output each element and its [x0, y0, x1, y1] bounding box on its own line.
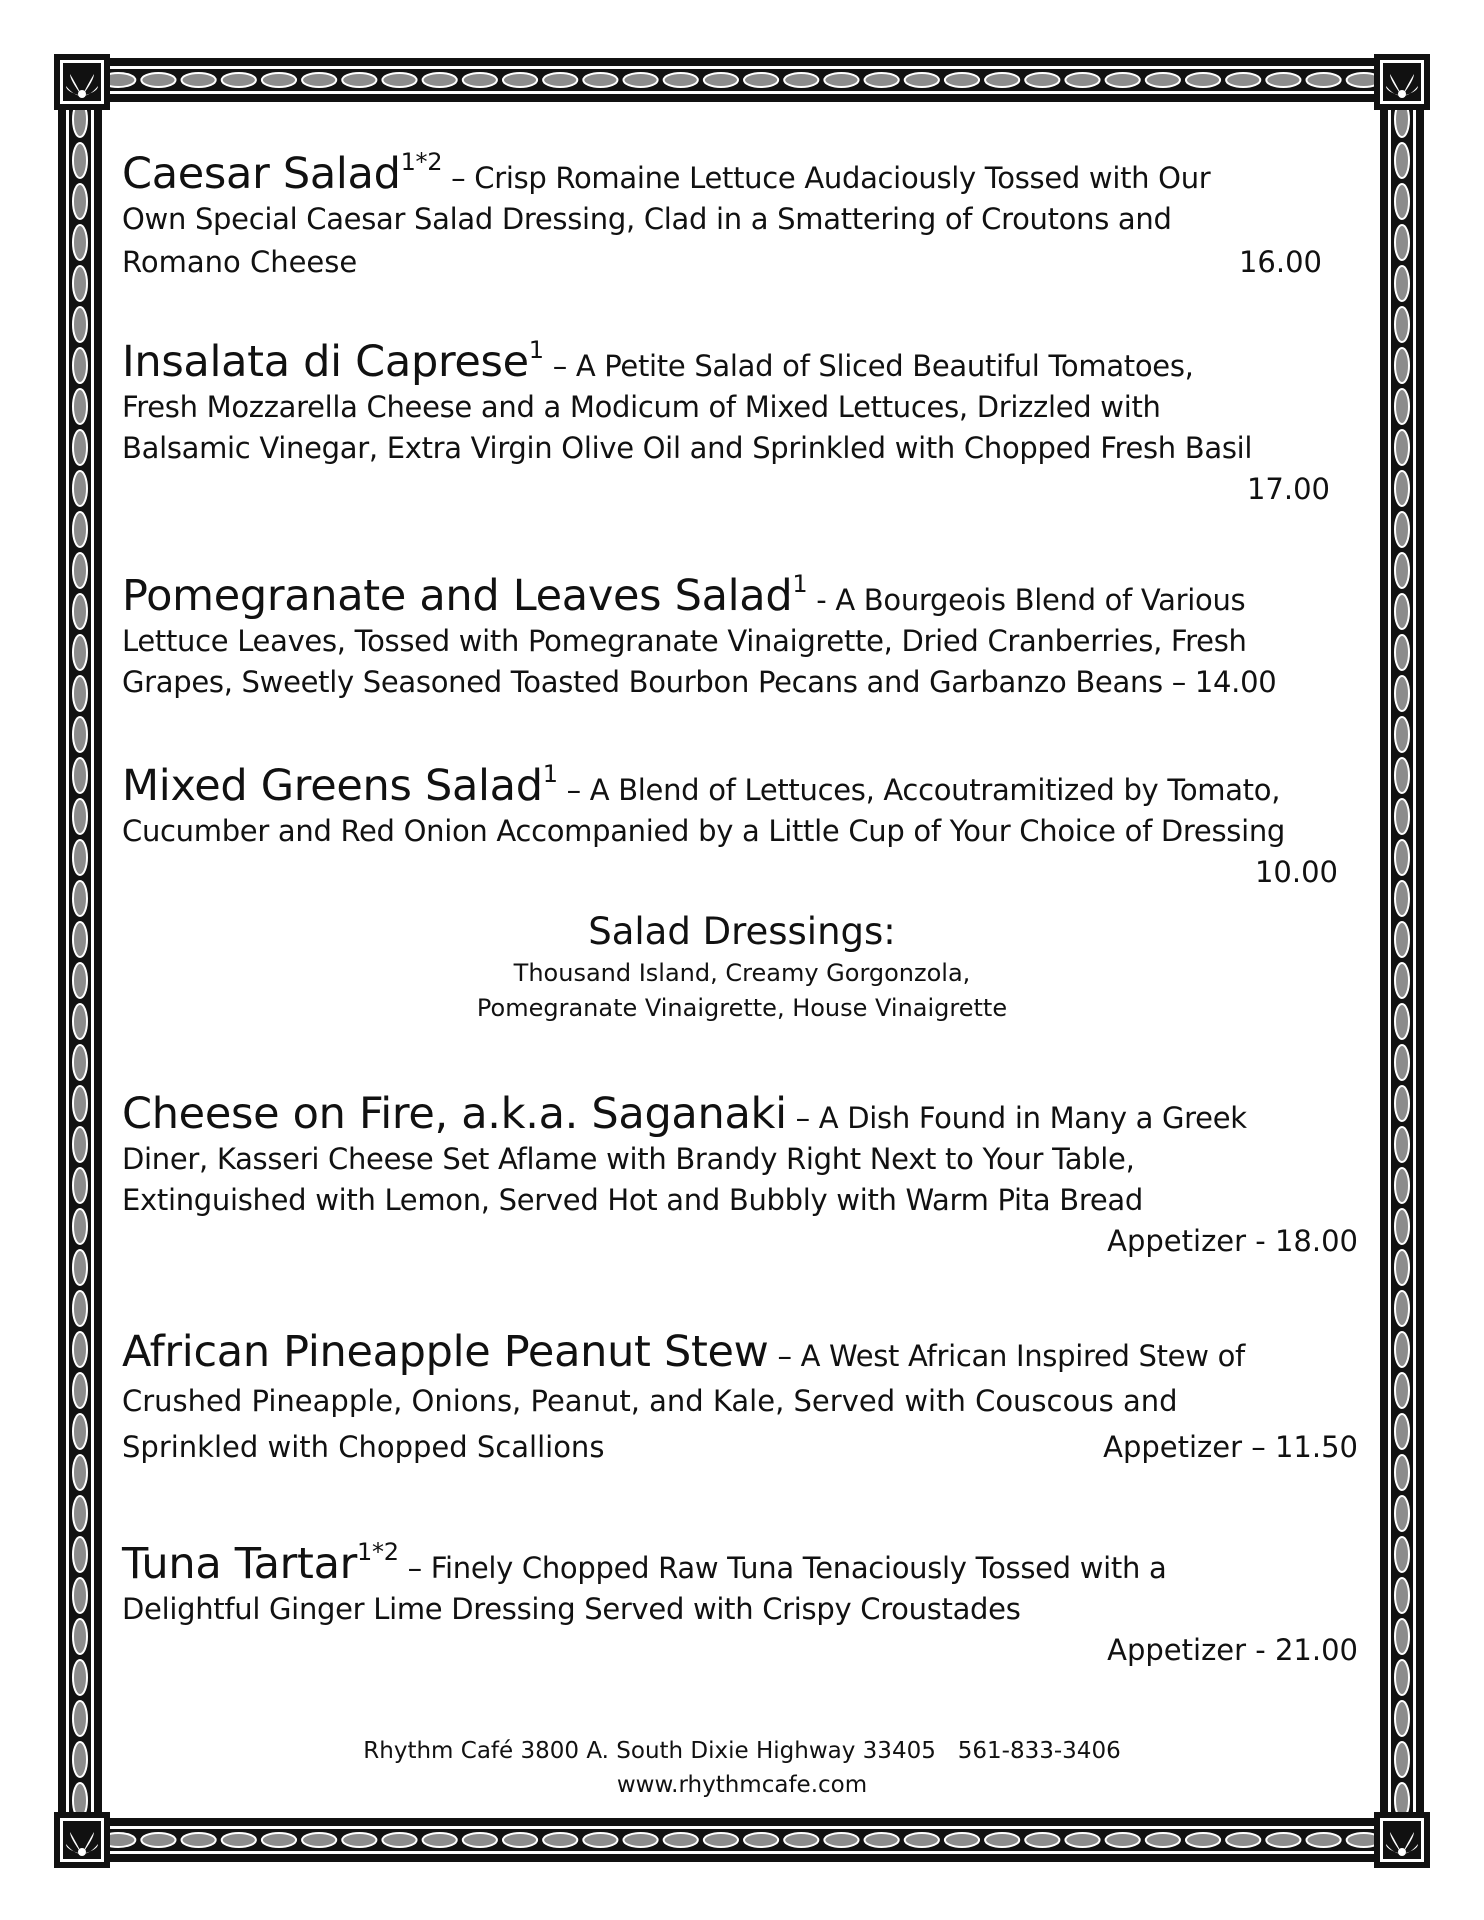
item-description: Diner, Kasseri Cheese Set Aflame with Brandy Right Next to Your Table, — [122, 1142, 1135, 1176]
dressings-title: Salad Dressings: — [588, 910, 896, 953]
corner-ornament-icon — [1374, 54, 1430, 110]
item-name: Mixed Greens Salad — [122, 761, 543, 811]
item-name: Cheese on Fire, a.k.a. Saganaki — [122, 1089, 787, 1139]
item-superscript: 1*2 — [357, 1538, 399, 1566]
item-description: Lettuce Leaves, Tossed with Pomegranate Vinaigrette, Dried Cranberries, Fresh — [122, 624, 1247, 658]
salad-dressings — [122, 908, 1362, 1026]
right-border — [1380, 58, 1424, 1862]
top-border — [58, 58, 1424, 102]
item-name: Tuna Tartar — [122, 1539, 358, 1589]
item-description: Crushed Pineapple, Onions, Peanut, and Kale, Served with Couscous and — [122, 1384, 1178, 1418]
item-superscript: 1 — [792, 570, 808, 598]
dressings-list-line: Thousand Island, Creamy Gorgonzola, — [513, 959, 971, 987]
item-name: Caesar Salad — [122, 149, 401, 199]
item-description: Own Special Caesar Salad Dressing, Clad in a Smattering of Croutons and — [122, 202, 1172, 236]
footer — [122, 1734, 1362, 1802]
corner-ornament-icon — [1374, 1812, 1430, 1868]
dressings-list-line: Pomegranate Vinaigrette, House Vinaigrette — [476, 994, 1008, 1022]
menu-item-pomegranate-salad — [122, 570, 1362, 703]
menu-item-mixed-greens-salad — [122, 760, 1362, 893]
corner-ornament-icon — [54, 54, 110, 110]
item-name: Insalata di Caprese — [122, 337, 529, 387]
corner-ornament-icon — [54, 1812, 110, 1868]
item-description: - A Bourgeois Blend of Various — [807, 583, 1246, 617]
item-superscript: 1 — [528, 336, 544, 364]
footer-website[interactable]: www.rhythmcafe.com — [616, 1772, 868, 1798]
menu-item-tuna-tartar — [122, 1538, 1362, 1671]
item-price: Appetizer – 11.50 — [1103, 1430, 1358, 1464]
item-superscript: 1 — [542, 760, 558, 788]
item-description: Extinguished with Lemon, Served Hot and Bubbly with Warm Pita Bread — [122, 1183, 1143, 1217]
menu-item-caesar-salad — [122, 148, 1362, 284]
item-description: Grapes, Sweetly Seasoned Toasted Bourbon Pecans and Garbanzo Beans – 14.00 — [122, 665, 1277, 699]
left-border — [58, 58, 102, 1862]
bottom-border — [58, 1818, 1424, 1862]
item-description: – A West African Inspired Stew of — [768, 1339, 1245, 1373]
item-price: 10.00 — [1254, 855, 1338, 889]
menu-item-insalata-di-caprese — [122, 336, 1362, 510]
footer-address: Rhythm Café 3800 A. South Dixie Highway 33405 561-833-3406 — [363, 1738, 1121, 1764]
item-description: – Crisp Romaine Lettuce Audaciously Tossed with Our — [442, 161, 1211, 195]
item-name: African Pineapple Peanut Stew — [122, 1327, 769, 1377]
item-price: Appetizer - 21.00 — [1107, 1633, 1358, 1667]
item-description: – Finely Chopped Raw Tuna Tenaciously Tossed with a — [398, 1551, 1167, 1585]
menu-item-pineapple-peanut-stew — [122, 1327, 1362, 1469]
item-description: – A Blend of Lettuces, Accoutramitized by Tomato, — [557, 773, 1281, 807]
item-description: – A Petite Salad of Sliced Beautiful Tomatoes, — [543, 349, 1194, 383]
item-price: 17.00 — [1246, 472, 1330, 506]
item-price: 16.00 — [1238, 245, 1322, 279]
item-description: Delightful Ginger Lime Dressing Served with Crispy Croustades — [122, 1592, 1021, 1626]
item-description: Fresh Mozzarella Cheese and a Modicum of Mixed Lettuces, Drizzled with — [122, 390, 1161, 424]
item-description: Cucumber and Red Onion Accompanied by a Little Cup of Your Choice of Dressing — [122, 814, 1286, 848]
item-description: – A Dish Found in Many a Greek — [786, 1101, 1247, 1135]
item-price: Appetizer - 18.00 — [1107, 1224, 1358, 1258]
item-description: Romano Cheese — [122, 245, 358, 279]
item-description: Balsamic Vinegar, Extra Virgin Olive Oil and Sprinkled with Chopped Fresh Basil — [122, 431, 1253, 465]
item-name: Pomegranate and Leaves Salad — [122, 571, 793, 621]
item-superscript: 1*2 — [400, 148, 443, 176]
menu-item-saganaki — [122, 1089, 1362, 1262]
item-description: Sprinkled with Chopped Scallions — [122, 1430, 605, 1464]
